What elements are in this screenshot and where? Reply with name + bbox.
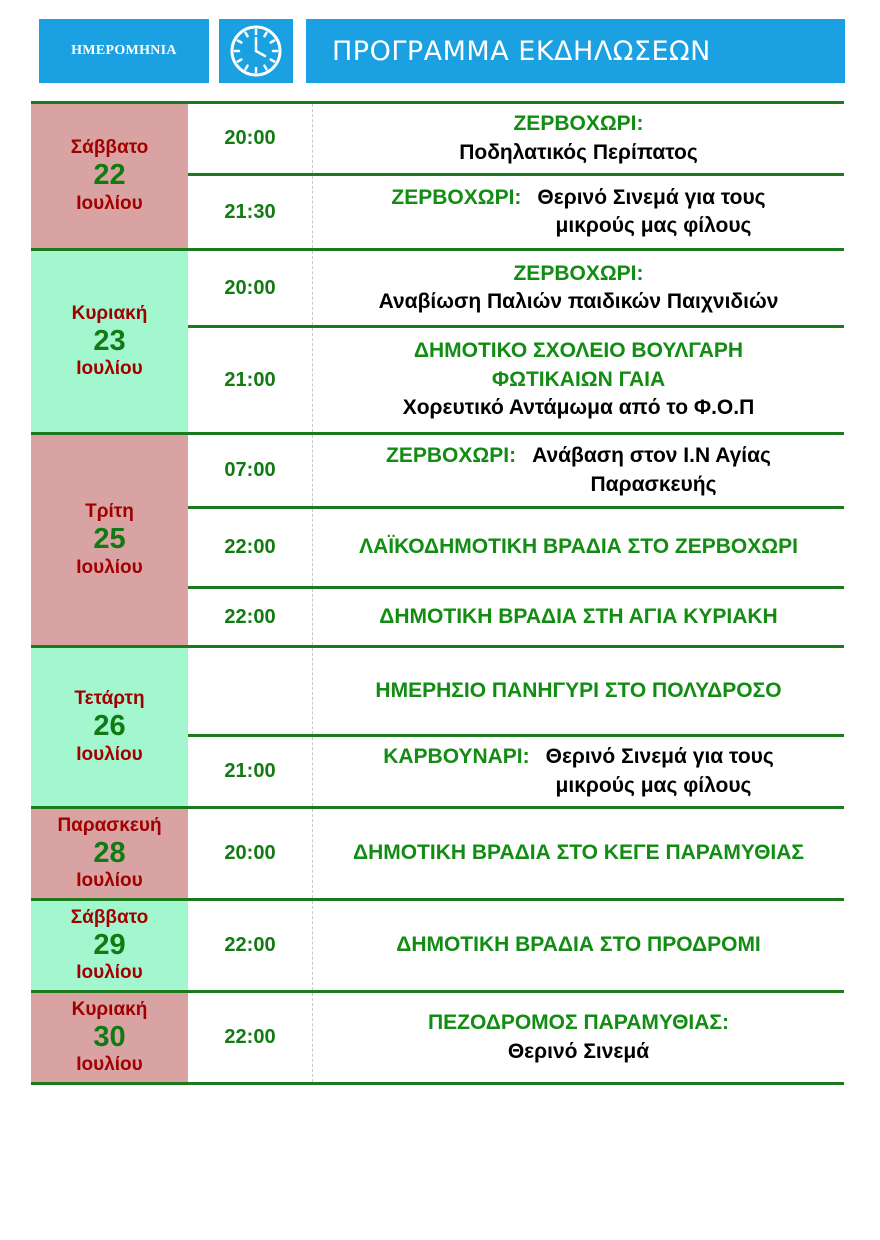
event-place: ΖΕΡΒΟΧΩΡΙ: [513,112,644,136]
event-row [188,325,844,432]
event-place: ΗΜΕΡΗΣΙΟ ΠΑΝΗΓΥΡΙ ΣΤΟ ΠΟΛΥΔΡΟΣΟ [375,678,782,702]
event-title-line: Αναβίωση Παλιών παιδικών Παιχνιδιών [378,290,779,313]
event-title: Ανάβαση στον Ι.Ν Αγίας [532,444,771,468]
date-column-label: ΗΜΕΡΟΜΗΝΙΑ [71,43,177,58]
event-place: ΚΑΡΒΟΥΝΑΡΙ: [383,745,530,769]
day-group [31,648,844,809]
event-line-1 [353,839,804,867]
event-title: Θερινό Σινεμά για τους [545,745,774,769]
event-line-1 [359,533,798,561]
day-number: 26 [93,710,126,743]
day-name-label: Τρίτη [85,501,134,523]
event-description [313,104,844,173]
day-group [31,901,844,993]
event-time: 22:00 [188,901,313,990]
page-title: ΠΡΟΓΡΑΜΜΑ ΕΚΔΗΛΩΣΕΩΝ [332,35,711,67]
event-row [188,901,844,990]
date-cell [31,104,188,248]
event-place: ΔΗΜΟΤΙΚΗ ΒΡΑΔΙΑ ΣΤΗ ΑΓΙΑ ΚΥΡΙΑΚΗ [379,604,778,628]
day-group [31,251,844,435]
event-row [188,648,844,734]
event-line-1 [391,184,765,212]
event-title-line: μικρούς μας φίλους [555,773,752,797]
event-description [313,328,844,432]
event-row [188,506,844,586]
event-description [313,901,844,990]
event-time: 21:00 [188,737,313,806]
event-description [313,737,844,806]
event-line-1 [379,603,777,631]
program-title-banner [306,19,845,83]
event-line-1 [513,110,643,138]
day-number: 30 [93,1020,126,1053]
event-place-continued: ΦΩΤΙΚΑΙΩΝ ΓΑΙΑ [491,367,666,391]
event-line-1 [383,743,774,771]
day-number: 22 [93,159,126,192]
day-number: 23 [93,324,126,357]
day-group [31,993,844,1085]
event-time: 20:00 [188,809,313,898]
event-description [313,176,844,248]
event-description [313,589,844,645]
event-place: ΔΗΜΟΤΙΚΗ ΒΡΑΔΙΑ ΣΤΟ ΠΡΟΔΡΟΜΙ [396,933,761,957]
event-description [313,993,844,1082]
event-description [313,648,844,734]
day-name-label: Κυριακή [71,998,148,1020]
date-cell [31,901,188,990]
event-time [188,648,313,734]
event-place: ΖΕΡΒΟΧΩΡΙ: [386,444,517,468]
event-time: 07:00 [188,435,313,506]
event-title: Θερινό Σινεμά για τους [537,185,766,209]
clock-icon [228,23,284,79]
event-description [313,809,844,898]
day-group [31,104,844,251]
month-label: Ιουλίου [76,1054,143,1076]
event-place: ΠΕΖΟΔΡΟΜΟΣ ΠΑΡΑΜΥΘΙΑΣ: [427,1011,730,1035]
event-row [188,586,844,645]
event-time: 22:00 [188,589,313,645]
month-label: Ιουλίου [76,358,143,380]
event-place: ΖΕΡΒΟΧΩΡΙ: [391,185,522,209]
event-title-line: Χορευτικό Αντάμωμα από το Φ.Ο.Π [402,396,755,420]
day-name-label: Σάββατο [70,906,149,928]
event-time: 21:30 [188,176,313,248]
event-row [188,173,844,248]
event-place: ΛΑΪΚΟΔΗΜΟΤΙΚΗ ΒΡΑΔΙΑ ΣΤΟ ΖΕΡΒΟΧΩΡΙ [359,535,798,559]
event-time: 22:00 [188,509,313,586]
date-cell [31,435,188,645]
date-cell [31,993,188,1082]
event-title-line: Θερινό Σινεμά [507,1039,650,1063]
day-group [31,809,844,901]
event-row [188,993,844,1082]
event-description [313,435,844,506]
event-time: 20:00 [188,104,313,173]
day-name-label: Τετάρτη [74,688,145,710]
month-label: Ιουλίου [76,556,143,578]
event-time: 22:00 [188,993,313,1082]
events-schedule-table [31,101,844,1085]
event-place: ΔΗΜΟΤΙΚΗ ΒΡΑΔΙΑ ΣΤΟ ΚΕΓΕ ΠΑΡΑΜΥΘΙΑΣ [352,841,805,865]
day-name-label: Κυριακή [71,302,148,324]
day-group [31,435,844,648]
time-column-header [219,19,293,83]
event-title-line: μικρούς μας φίλους [555,214,752,237]
event-title-line: Ποδηλατικός Περίπατος [459,140,698,164]
event-place: ΖΕΡΒΟΧΩΡΙ: [513,261,644,285]
month-label: Ιουλίου [76,743,143,765]
date-column-header [39,19,209,83]
date-cell [31,809,188,898]
day-number: 29 [93,928,126,961]
event-line-1 [414,337,743,365]
event-row [188,251,844,325]
event-line-1 [386,442,771,470]
month-label: Ιουλίου [76,192,143,214]
day-name-label: Σάββατο [70,137,149,159]
event-row [188,734,844,806]
event-line-1 [513,260,643,288]
event-time: 21:00 [188,328,313,432]
event-description [313,509,844,586]
date-cell [31,648,188,806]
event-row [188,809,844,898]
event-row [188,104,844,173]
day-number: 28 [93,836,126,869]
event-line-1 [375,677,781,705]
month-label: Ιουλίου [76,962,143,984]
event-place: ΔΗΜΟΤΙΚΟ ΣΧΟΛΕΙΟ ΒΟΥΛΓΑΡΗ [413,339,744,363]
event-time: 20:00 [188,251,313,325]
event-description [313,251,844,325]
event-row [188,435,844,506]
event-title-line: Παρασκευής [590,472,717,496]
event-line-1 [396,931,761,959]
date-cell [31,251,188,432]
day-name-label: Παρασκευή [57,814,162,836]
day-number: 25 [93,523,126,556]
month-label: Ιουλίου [76,870,143,892]
event-line-1 [428,1009,729,1037]
